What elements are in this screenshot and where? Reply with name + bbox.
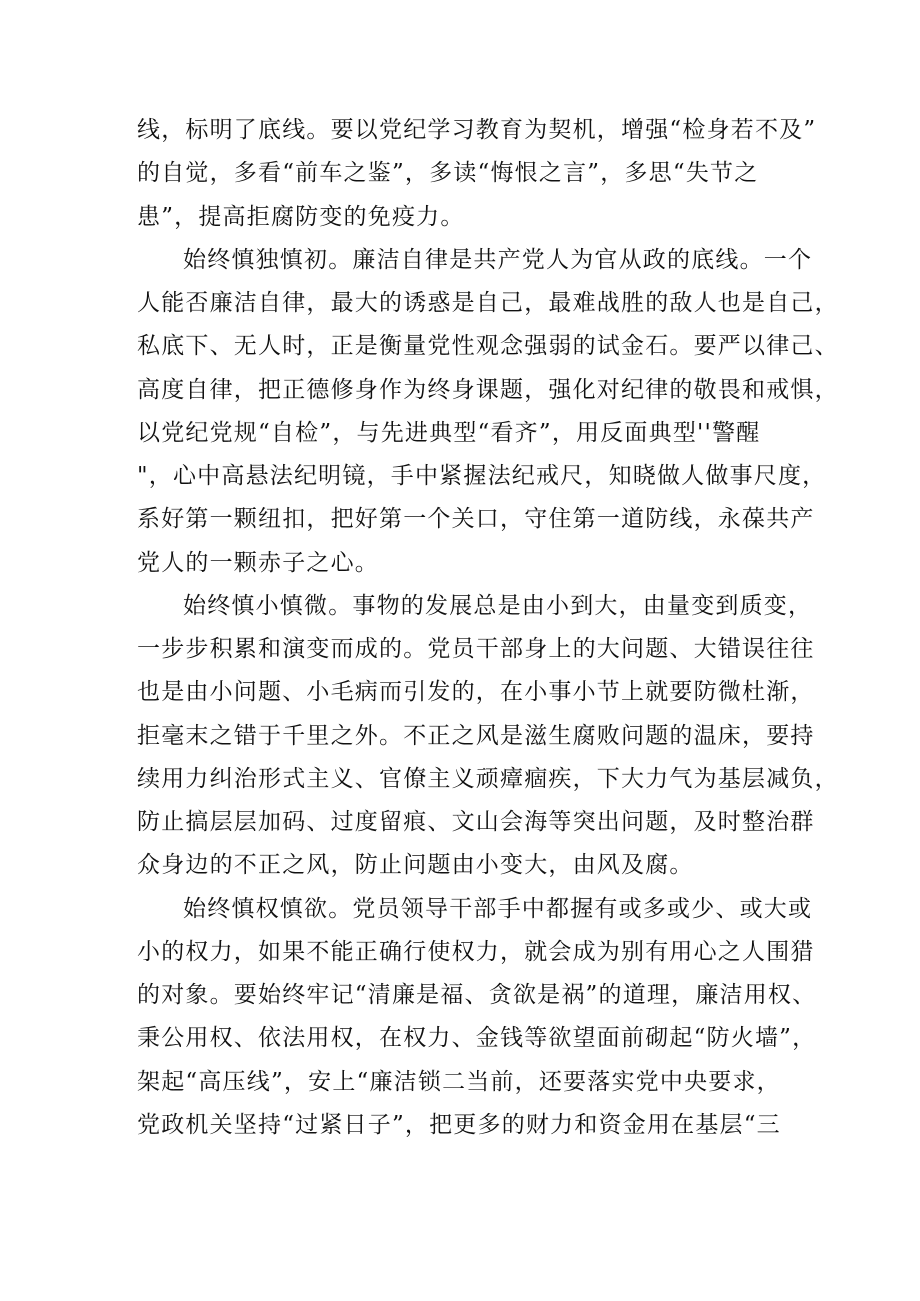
paragraph-start-line: 始终慎权慎欲。党员领导干部手中都握有或多或少、或大或 bbox=[183, 895, 813, 922]
text-line: 的对象。要始终牢记“清廉是福、贪欲是祸”的道理，廉洁用权、 bbox=[137, 982, 817, 1008]
text-line: 拒毫末之错于千里之外。不正之风是滋生腐败问题的温床，要持 bbox=[137, 722, 815, 749]
text-line: "，心中高悬法纪明镜，手中紧握法纪戒尺，知晓做人做事尺度， bbox=[137, 463, 827, 489]
paragraph-start-line: 始终慎小慎微。事物的发展总是由小到大，由量变到质变， bbox=[183, 592, 813, 619]
text-line: 续用力纠治形式主义、官僚主义顽瘴痼疾，下大力气为基层减负， bbox=[137, 765, 839, 792]
text-line: 以党纪党规“自检”，与先进典型“看齐”，用反面典型''警醒 bbox=[137, 419, 761, 446]
text-line: 架起“高压线”，安上“廉洁锁二当前，还要落实党中央要求， bbox=[137, 1068, 781, 1095]
text-line: 党人的一颗赤子之心。 bbox=[137, 549, 379, 576]
text-line: 众身边的不正之风，防止问题由小变大，由风及腐。 bbox=[137, 852, 694, 879]
body-text bbox=[137, 109, 839, 1147]
text-line: 防止搞层层加码、过度留痕、文山会海等突出问题，及时整治群 bbox=[137, 809, 815, 835]
text-line: 的自觉，多看“前车之鉴”，多读“悔恨之言”，多思“失节之 bbox=[137, 160, 759, 187]
text-line: 小的权力，如果不能正确行使权力，就会成为别有用心之人围猎 bbox=[137, 938, 815, 965]
paragraph-start-line: 始终慎独慎初。廉洁自律是共产党人为官从政的底线。一个 bbox=[183, 246, 813, 273]
text-line: 患”，提高拒腐防变的免疫力。 bbox=[137, 203, 465, 230]
text-line: 也是由小问题、小毛病而引发的，在小事小节上就要防微杜渐， bbox=[137, 679, 815, 706]
text-line: 一步步积累和演变而成的。党员干部身上的大问题、大错误往往 bbox=[137, 636, 815, 662]
text-line: 党政机关坚持“过紧日子”，把更多的财力和资金用在基层“三 bbox=[137, 1111, 781, 1138]
text-line: 线，标明了底线。要以党纪学习教育为契机，增强“检身若不及” bbox=[137, 117, 817, 143]
text-line: 人能否廉洁自律，最大的诱惑是自己，最难战胜的敌人也是自己， bbox=[137, 290, 839, 316]
text-line: 高度自律，把正德修身作为终身课题，强化对纪律的敬畏和戒惧， bbox=[137, 376, 839, 403]
text-line: 秉公用权、依法用权，在权力、金钱等欲望面前砌起“防火墙”， bbox=[137, 1025, 817, 1052]
text-line: 私底下、无人时，正是衡量党性观念强弱的试金石。要严以律己、 bbox=[137, 333, 839, 360]
text-line: 系好第一颗纽扣，把好第一个关口，守住第一道防线，永葆共产 bbox=[137, 506, 815, 533]
